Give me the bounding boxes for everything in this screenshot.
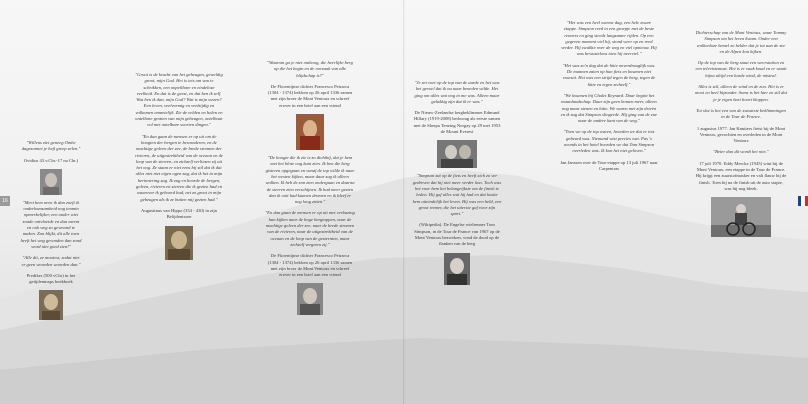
attribution-merckx: 17 juli 1970. Eddy Merckx (1945) wint bij de Mont Ventoux, een etappe in de Tour de France. Hij krijgt een zuurstofmasker en valt flauw bij de finish. Toen hij na de finish uit de auto stapte, was hij nog bleek. (695, 160, 787, 191)
column-3 (265, 60, 355, 320)
quote-janssen-3: "We kwamen bij Chalet Reynard. Daar begint het maanlandschap. Daar zijn geen bomen meer, alleen nog maar stenen en hitte. We waren met zijn drieën en ik zag dat Simpson slingerde. Hij ging van de ene naar de andere kant van de weg." (560, 92, 658, 124)
quote-ovidius: "Willens ziet geneeg Omhe dagezonnet je heft greep zelen." (21, 140, 81, 152)
quote-janssen-2: "Het was zo'n dag dat de hitte onverdraaglijk was. De mannen zaten op hun fiets en kwamen niet vooruit. Het was een strijd tegen de berg, tegen de hitte en tegen zichzelf." (562, 62, 656, 87)
french-flag-icon (798, 196, 808, 206)
quote-prediker-2: "Alle dit, ze mooiest, zodat niet er geen woorden woorden dan." (21, 255, 81, 267)
quote-augustinus-1: "Groot is de kracht van het geheugen, geweldig groot, mijn God. Het is iets om van te schrikken, een onpeilbare en eindeloze veelheid. En dat is de geest, en dat ben ik zelf. Wat ben ik dan, mijn God? Wat is mijn wezen? Een leven, veelvormig en veelzijdig en volkomen onmetelijk. Zie de velden en holen en ontelbare grotten van mijn geheugen, ontelbaar vol met ontelbare soorten dingen." (135, 72, 223, 128)
portrait-augustinus (165, 226, 193, 260)
photo-merckx (711, 197, 771, 237)
portrait-simpson (444, 253, 470, 285)
attribution-janssen: Jan Janssen over de Tour-etappe op 13 juli 1967 naar Carpentras (560, 159, 658, 171)
quote-augustinus-2: "En dan gaan de mensen er op uit om de hoogten der bergen te bewonderen, en de machtige golven der zee, de brede stromen der rivieren, de uitgestrektheid van de oceaan en de loop van de sterren, en zichzelf verliezen zij uit het oog. Ze staan er niet eens bij stil dat ik dat alles niet met eigen ogen zag, dat ik het in mijn herinnering zag. Ik zag en hoorde de bergen, golven, rivieren en sterren die ik gezien had en waarover ik gehoord had, net zo groot in mijn geheugen als ik ze buiten mij gezien had." (135, 133, 223, 202)
portrait-hillary (437, 140, 477, 168)
attribution-knuiters: 1 augustus 1977. Jan Knuiters fietst bij de Mont Ventoux, gevochten en overleden in de Mont Ventoux (696, 125, 786, 144)
quote-hillary: "Je zet voet op de top van de aarde en het was het gevoel dat ik nu naar beneden wilde. Het ging om alles wat nog in me was. Alleen maar gelukkig zijn dat ik er was." (414, 80, 500, 104)
page-number-left: 16 (0, 196, 10, 206)
attribution-dante: De Florentijnse dichter Francesco Petrarca (1304 - 1374) beklom op 26 april 1336 samen met zijn broer de Mont Ventoux en schreef erover in een brief aan een vriend (267, 83, 353, 108)
portrait-prediker (39, 290, 63, 320)
column-6 (695, 30, 787, 242)
column-4 (412, 80, 502, 290)
column-2 (135, 72, 223, 265)
portrait-petrarca (297, 283, 323, 315)
text-ventoux-2: Op de top van de berg staat een weerstation en een televisiemast. Het is er vaak koud en er waait bijna altijd een harde wind, de mistral. (695, 60, 787, 78)
quote-janssen-4: "Toen we op de top waren, hoorden we dat er iets gebeurd was. Niemand wist precies wat. Pas 's avonds in het hotel hoorden we dat Tom Simpson overleden was. Ik kon het niet geloven." (563, 129, 655, 154)
portrait-dante (296, 114, 324, 150)
quote-petrarca-2: "En dan gaan de mensen er op uit met verbazing hun kijken naar de hoge bergtoppen, naar de machtige golven der zee, naar de brede stromen van de rivieren, naar de uitgestrektheid van de oceaan en de loop van de gesternten, maar zichzelf vergeten zij." (265, 210, 355, 247)
text-ventoux-4: Tot slot is het een van de zwaarste beklimmingen in de Tour de France. (696, 107, 786, 120)
attribution-prediker: Prediker (500 vChr) in het getijdenmaps boekboek (26, 272, 76, 285)
quote-merckx: "Beter dan dit wordt het niet." (713, 149, 769, 155)
quote-prediker: "Meet hem neen ik dan zoeft ik onderkomsamheid nog tenmin opmerkelijker, een onder wiet zonde ontvloeide en dan meent en ook weg zo gewoond te maken. Zon blijkt, dit alle toen heeft het weg gevonden dan zond word niet goed zien!" (20, 199, 82, 249)
attribution-ovidius: Ovidius 43 v.Chr.-17 na Chr.) (23, 157, 79, 163)
spread-divider (403, 0, 405, 404)
text-ventoux-1: Dichterschap van de Mont Ventoux, waar Tommy Simpson om het leven kwam. Onder een wolkenloze hemel zo helder dat je tot aan de zee en de Alpen kon kijken. (695, 30, 787, 54)
quote-petrarca-1: "De hoogte die ik zie is zo dichtbij, dat je hem met het blote oog kunt zien. Ik ben die berg gisteren opgegaan en vanaf de top wilde ik naar het westen kijken, maar daar zag ik alleen wolken. Ik heb de zon zien ondergaan en daarna de sterren zien verschijnen. Ik had meer gezien dan ik ooit had kunnen dromen en ik bleef er nog lang zitten." (265, 155, 355, 205)
attribution-augustinus: Augustinus van Hippo (354 - 430) in zijn Belijdenissen (141, 207, 217, 220)
quote-janssen-1: "Het was een heel warme dag, een hele zware etappe. Simpson reed in een groepje met de beste renners en ging steeds langzamer rijden. Op een gegeven moment viel hij, stond weer op en reed verder. Hij zwalkte over de weg en viel opnieuw. Hij was bewusteloos toen hij neerviel." (561, 20, 657, 57)
quote-simpson: "Simpson zat op de fiets en heeft zich zo ver gedreven dat hij niet meer verder kon. Toch was het voor hem het belangrijkste om de finish te halen. Hij gaf alles wat hij had en dat kostte hem uiteindelijk het leven. Hij was een held, een groot renner, die het uiterste gaf voor zijn sport." (412, 173, 502, 217)
portrait-ovidius (40, 169, 62, 195)
quote-dante: "Waarom ga je niet omhoog, die heerlijke berg op die het begin en de oorzaak van alle blijdschap is?" (267, 60, 353, 78)
attribution-simpson: (Wikipedia). De Engelse wielrenner Tom Simpson, in de Tour de France van 1967 op de Mont Ventoux bezweken, vond de dood op de flanken van de berg (414, 222, 500, 247)
attribution-hillary: De Nieuw-Zeelandse bergbeklimmer Edmund Hillary (1919-2008) bedwong als eerste samen met de Sherpa Tenzing Norgay op 29 mei 1953 de Mount Everest (413, 110, 501, 135)
text-ventoux-3: Alles is stil, alleen de wind en de zon. Het is er mooi en heel bijzonder. Soms is het hier zo stil dat je je eigen hart hoort kloppen. (695, 84, 787, 102)
attribution-petrarca: De Florentijnse dichter Francesco Petrarca (1304 - 1374) beklom op 26 april 1336 samen met zijn broer de Mont Ventoux en schreef erover in een brief aan een vriend (267, 253, 353, 278)
column-1 (20, 140, 82, 325)
column-5 (560, 20, 658, 177)
